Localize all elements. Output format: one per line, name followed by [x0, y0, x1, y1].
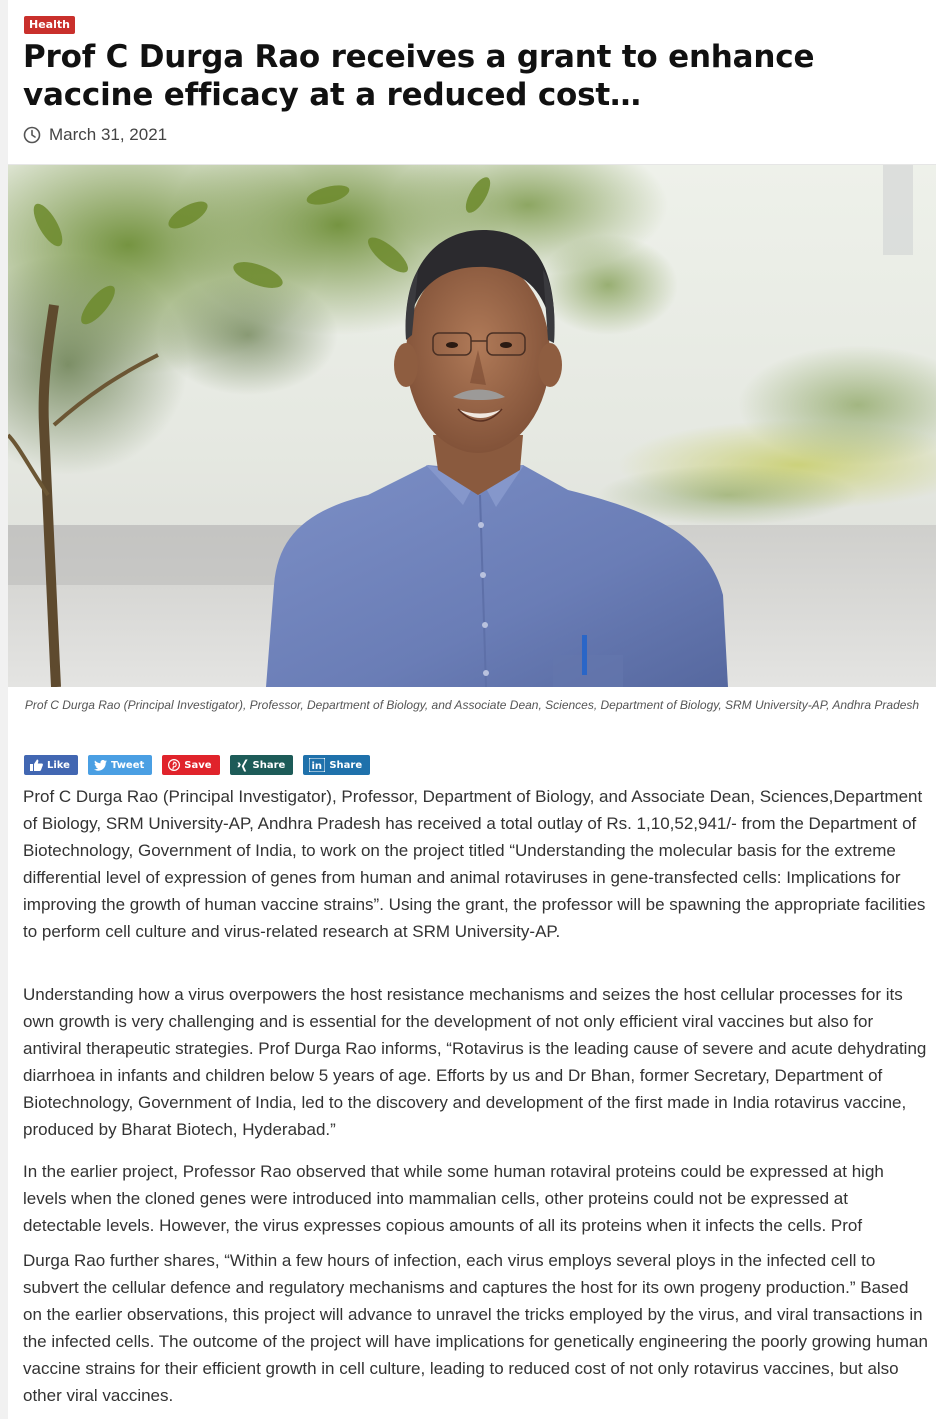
clock-icon: [23, 126, 41, 144]
xing-share-label: Share: [252, 759, 286, 771]
xing-share-button[interactable]: [230, 755, 294, 775]
xing-icon: [236, 759, 249, 772]
paragraph: Durga Rao further shares, “Within a few hours of infection, each virus employs several ploys in the infected cell to subvert the cellular defence and regulatory mechanisms and captures the host for its own progeny production.” Based on the earlier observations, this project will advance to unravel the tricks employed by the virus, and viral transactions in the infected cells. The outcome of the project will have implications for genetically engineering the poorly growing human vaccine strains for their efficient growth in cell culture, leading to reduced cost of not only rotavirus vaccines, but also other viral vaccines.: [23, 1251, 928, 1405]
publish-date: March 31, 2021: [49, 125, 168, 144]
paragraph: Understanding how a virus overpowers the host resistance mechanisms and seizes the host cellular processes for its own growth is very challenging and is essential for the development of not only efficient viral vaccines but also for antiviral therapeutic strategies. Prof Durga Rao informs, “Rotavirus is the leading cause of severe and acute dehydrating diarrhoea in infants and children below 5 years of age. Efforts by us and Dr Bhan, former Secretary, Department of Biotechnology, Government of India, led to the discovery and development of the first made in India rotavirus vaccine, produced by Bharat Biotech, Hyderabad.”: [23, 985, 927, 1139]
pinterest-save-label: Save: [184, 759, 212, 771]
twitter-bird-icon: [94, 760, 107, 771]
twitter-tweet-label: Tweet: [110, 759, 145, 771]
facebook-like-label: Like: [47, 759, 70, 771]
hero-photo: [8, 165, 936, 687]
linkedin-icon: [309, 758, 325, 772]
share-bar: [24, 755, 370, 775]
paragraph: Prof C Durga Rao (Principal Investigator), Professor, Department of Biology, and Associate Dean, Sciences,Department of Biology, SRM University-AP, Andhra Pradesh has received a total outlay of Rs. 1,10,52,941/- from the Department of Biotechnology, Government of India, to work on the project titled “Understanding the molecular basis for the extreme differential level of expression of genes from human and animal rotaviruses in gene-transfected cells: Implications for improving the growth of human vaccine strains”. Using the grant, the professor will be spawning the appropriate facilities to perform cell culture and virus-related research at SRM University-AP.: [23, 787, 926, 941]
svg-text:in: in: [311, 761, 323, 772]
linkedin-share-button[interactable]: [303, 755, 370, 775]
paragraph: In the earlier project, Professor Rao observed that while some human rotaviral proteins could be expressed at high levels when the cloned genes were introduced into mammalian cells, other proteins could not be expressed at detectable levels. However, the virus expresses copious amounts of all its proteins when it infects the cells. Prof: [23, 1162, 884, 1235]
pinterest-icon: [168, 759, 180, 771]
facebook-like-button[interactable]: [24, 755, 78, 775]
pinterest-save-button[interactable]: [162, 755, 219, 775]
thumbs-up-icon: [30, 759, 43, 771]
article-title: Prof C Durga Rao receives a grant to enhance vaccine efficacy at a reduced cost…: [23, 39, 815, 113]
photo-caption: Prof C Durga Rao (Principal Investigator), Professor, Department of Biology, and Associate Dean, Sciences, Department of Biology, SRM University-AP, Andhra Pradesh: [24, 698, 920, 712]
linkedin-share-label: Share: [329, 759, 363, 771]
category-badge[interactable]: Health: [24, 16, 75, 34]
page-left-edge: [0, 0, 8, 1419]
portrait-photo: [8, 165, 936, 687]
article-meta: [23, 124, 167, 146]
twitter-tweet-button[interactable]: [88, 755, 152, 775]
